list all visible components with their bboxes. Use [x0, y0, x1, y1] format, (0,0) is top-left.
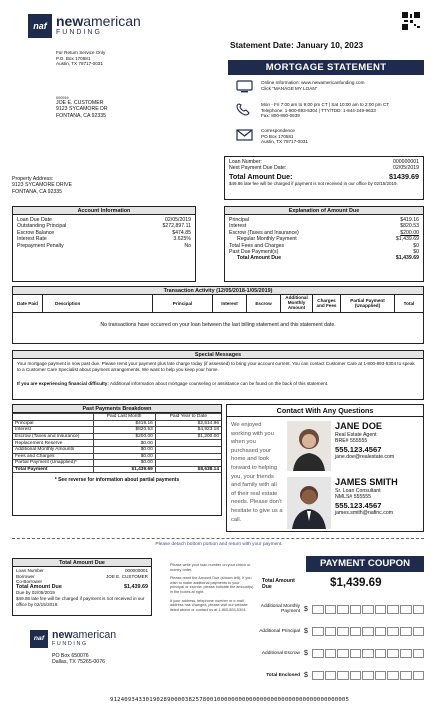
- agent-photo: [287, 421, 331, 471]
- past-payment-row: Additional Monthly Amounts $0.00: [13, 446, 221, 453]
- recipient-code: 000919: [56, 96, 69, 100]
- additional-escrow-row: Additional Escrow $: [254, 642, 424, 664]
- agent-role: Real Estate Agent: [335, 432, 377, 438]
- statement-title: MORTGAGE STATEMENT: [228, 60, 424, 75]
- explanation-row: Interest $820.53: [229, 223, 419, 230]
- statement-date: Statement Date: January 10, 2023: [230, 40, 364, 50]
- total-due-label: Total Amount Due:: [229, 171, 293, 181]
- detach-line: [12, 538, 424, 539]
- consultant-name: JAMES SMITH: [335, 477, 398, 487]
- contact-panel-title: Contact With Any Questions: [227, 405, 423, 417]
- activity-header-row: [13, 295, 423, 313]
- return-line: For Return Service Only: [56, 50, 106, 55]
- remit-logo-american: american: [72, 629, 117, 641]
- agent-email[interactable]: jane.doe@realestate.com: [335, 453, 395, 460]
- telephone: Telephone: 1-800-893-5304 | TTY/TDD: 1-844-249-9633: [261, 107, 376, 113]
- online-info: [236, 80, 432, 102]
- logo-text-american: american: [83, 13, 141, 29]
- hours: Mon - Fri 7:00 am to 9:00 pm CT | Sat 10:00 am to 2:00 pm CT: [261, 102, 390, 107]
- loan-consultant-photo: [287, 477, 331, 529]
- corr-line: PO Box 170581: [261, 133, 294, 139]
- coupon-amount-box: [12, 558, 152, 616]
- online-url[interactable]: Online Information: www.newamericanfunding.com: [261, 80, 365, 85]
- past-payment-row: Replacement Reserve $0.00: [13, 440, 221, 447]
- col-description: Description: [43, 295, 153, 312]
- recipient-name: JOE E. CUSTOMER: [56, 100, 104, 106]
- past-payment-row: Escrow (Taxes and Insurance) $200.00 $1,200.00: [15, 434, 219, 440]
- account-row: Loan Due Date 02/05/2019: [17, 217, 191, 223]
- col-paid-last-month: Paid Last Month: [93, 414, 155, 421]
- micr-line: 9124093433019028900003825780010000000000000000000000000000000000005: [110, 697, 350, 703]
- account-row: Prepayment Penalty No: [17, 242, 191, 249]
- recipient-city: FONTANA, CA 92335: [56, 112, 107, 119]
- contact-panel: [226, 404, 424, 532]
- envelope-icon: [236, 128, 253, 141]
- explanation-row: Past Due Payment(s) $0: [229, 249, 419, 256]
- remit-logo-sub: FUNDING: [52, 641, 88, 647]
- next-due-label: Next Payment Due Date:: [229, 165, 287, 172]
- detach-instruction: Please detach bottom portion and return with your payment.: [155, 542, 283, 547]
- late-fee-note: $49.86 late fee will be charged if payment is not received in our office by 02/15/2019.: [229, 180, 398, 186]
- consultant-role: Sr. Loan Consultant: [335, 488, 381, 494]
- property-line: FONTANA, CA 92335: [12, 188, 63, 195]
- remit-logo-mark: naf: [30, 630, 48, 648]
- recipient-address: [56, 96, 108, 119]
- corr-label: Correspondence: [261, 128, 295, 133]
- coupon-total-row: Total Amount Due $1,439.69: [16, 583, 148, 590]
- coupon-box-title: Total Amount Due: [13, 559, 151, 567]
- past-payments-breakdown: [12, 404, 222, 516]
- loan-number: 000000001: [393, 159, 419, 165]
- logo-text-new: new: [56, 13, 84, 29]
- col-paid-ytd: Paid Year to Date: [155, 414, 221, 421]
- payment-coupon-title: PAYMENT COUPON: [306, 556, 424, 572]
- total-due-value: $1439.69: [389, 171, 419, 181]
- additional-escrow-input[interactable]: [312, 649, 424, 658]
- remit-logo: [30, 630, 160, 652]
- past-payment-total: Total Payment $1,439.69 $8,638.14: [15, 467, 219, 473]
- phone-icon: [236, 102, 253, 116]
- phone-info: [236, 102, 432, 128]
- past-payment-row: Principal $419.16 $2,514.96: [15, 420, 219, 426]
- loan-consultant-card: [335, 477, 423, 516]
- partial-payment-note: * See reverse for information about partial payments: [54, 477, 180, 484]
- computer-icon: [236, 80, 253, 93]
- col-escrow: Escrow: [247, 295, 281, 312]
- contact-blurb: We enjoyed working with you when you purchased your home and look forward to helping you, your friends and family with all of their real estate needs. Please don't hesitate to give us a call.: [231, 422, 283, 523]
- col-interest: Interest: [213, 295, 247, 312]
- consultant-nmls: NMLS# 555555: [335, 494, 372, 501]
- coupon-due-date: Due by 02/05/2019: [16, 590, 55, 596]
- col-charges: Charges and Fees: [313, 295, 341, 312]
- loan-summary: [224, 156, 424, 200]
- col-principal: Principal: [153, 295, 213, 312]
- next-due-date: 02/05/2019: [393, 165, 419, 172]
- total-enclosed-row: Total Enclosed $: [254, 664, 424, 686]
- remit-address: PO Box 650076 Dallas, TX 75265-0076: [52, 653, 105, 666]
- fax: Fax: 800-890-0639: [261, 113, 300, 119]
- total-enclosed-input[interactable]: [312, 671, 424, 680]
- explanation-row: Regular Monthly Payment $1,439.69: [237, 236, 419, 243]
- account-info-title: Account Information: [13, 207, 195, 215]
- explanation-title: Explanation of Amount Due: [225, 207, 423, 215]
- additional-monthly-input[interactable]: [312, 605, 424, 614]
- account-row: Interest Rate 3.625%: [17, 236, 191, 243]
- additional-principal-row: Additional Principal $: [254, 620, 424, 642]
- online-instruction: Click "MANAGE MY LOAN": [261, 85, 318, 91]
- loan-number-label: Loan Number:: [229, 159, 262, 165]
- col-partial: Partial Payment (Unapplied): [341, 295, 395, 312]
- additional-principal-input[interactable]: [312, 627, 424, 636]
- additional-payment-fields: [254, 598, 424, 686]
- brand-logo: [28, 14, 178, 42]
- corr-line: Austin, TX 78717-0031: [261, 139, 308, 145]
- contact-info: [236, 80, 432, 150]
- coupon-row: Borrower JOE E. CUSTOMER: [16, 573, 148, 579]
- agent-card: [335, 421, 423, 460]
- account-row: Escrow Balance $474.85: [17, 229, 191, 236]
- past-payments-title: Past Payments Breakdown: [13, 405, 221, 413]
- explanation-of-amount-due: [224, 206, 424, 282]
- qr-code-icon: [402, 12, 420, 30]
- account-information: [12, 206, 196, 282]
- past-payment-row: Interest $820.53 $4,923.18: [15, 427, 219, 433]
- past-payment-row: Partial Payment (Unapplied)* $0.00: [13, 460, 221, 467]
- property-line: 9123 SYCAMORE DRIVE: [12, 182, 72, 189]
- coupon-instructions: Please write your loan number on your check or money order. Please remit the Amount Due (shown left). If you wish to make additional payments to your principal or escrow, please indicate the amount(s) in the boxes at right. If your address, telephone number or e-mail address has changed, please visit our website listed above or contact us at 1-800-893-5304.: [170, 563, 254, 612]
- past-payment-row: Fees and Charges $0.00: [13, 453, 221, 460]
- coupon-total-due-label: Total Amount Due: [262, 578, 295, 591]
- correspondence-info: [236, 128, 432, 150]
- coupon-row: Loan Number 000000001: [16, 568, 148, 573]
- explanation-row: Principal $419.16: [229, 217, 419, 223]
- agent-license: BRE# 555555: [335, 438, 368, 445]
- special-messages: [12, 350, 424, 400]
- agent-phone[interactable]: 555.123.4567: [335, 444, 382, 454]
- account-row: Outstanding Principal $272,897.11: [17, 223, 191, 230]
- return-address: [56, 50, 176, 67]
- consultant-email[interactable]: james.smith@nafinc.com: [335, 509, 394, 516]
- messages-title: Special Messages: [13, 351, 423, 359]
- return-line: Austin, TX 78717-0031: [56, 61, 103, 67]
- agent-name: JANE DOE: [335, 421, 382, 431]
- consultant-phone[interactable]: 555.123.4567: [335, 500, 382, 510]
- transaction-activity: [12, 286, 424, 344]
- col-date-paid: Date Paid: [13, 295, 43, 312]
- remit-logo-new: new: [52, 629, 73, 641]
- activity-empty-message: No transactions have occurred on your loan between the last billing statement and this statement date.: [100, 322, 336, 328]
- explanation-row: Escrow (Taxes and Insurance) $200.00: [229, 229, 419, 236]
- coupon-total-due-value: $1,439.69: [330, 576, 382, 589]
- activity-title: Transaction Activity (12/05/2018-1/05/2019): [13, 287, 423, 295]
- property-label: Property Address:: [12, 176, 54, 182]
- explanation-row: Total Fees and Charges $0: [229, 242, 419, 249]
- coupon-row: Co-Borrower: [16, 579, 43, 585]
- hardship-line: If you are experiencing financial difficulty: Additional information about mortgage counseling or assistance can be found on the back of this statement.: [17, 381, 329, 387]
- coupon-late-note: $49.86 late fee will be charged if payment is not received in our office by 02/15/2019.: [16, 595, 145, 607]
- messages-body: Your mortgage payment is now past due. Please remit your payment plus late charge today (if assessed) to bring your account current. You can contact Customer Care at 1-800-893-5304 to speak to a Customer Care Specialist about payment arrangements. We want to help you keep your home.: [17, 361, 415, 372]
- property-address: [12, 176, 72, 195]
- explanation-total: Total Amount Due $1,439.69: [237, 255, 419, 262]
- logo-subtext: FUNDING: [56, 29, 102, 36]
- col-total: Total: [403, 301, 415, 306]
- col-additional: Additional Monthly Amount: [281, 295, 313, 312]
- return-line: P.O. Box 170581: [56, 55, 91, 61]
- logo-mark: naf: [28, 14, 52, 38]
- additional-monthly-row: Additional Monthly Payment $: [254, 598, 424, 620]
- recipient-street: 9123 SYCAMORE DR: [56, 106, 108, 113]
